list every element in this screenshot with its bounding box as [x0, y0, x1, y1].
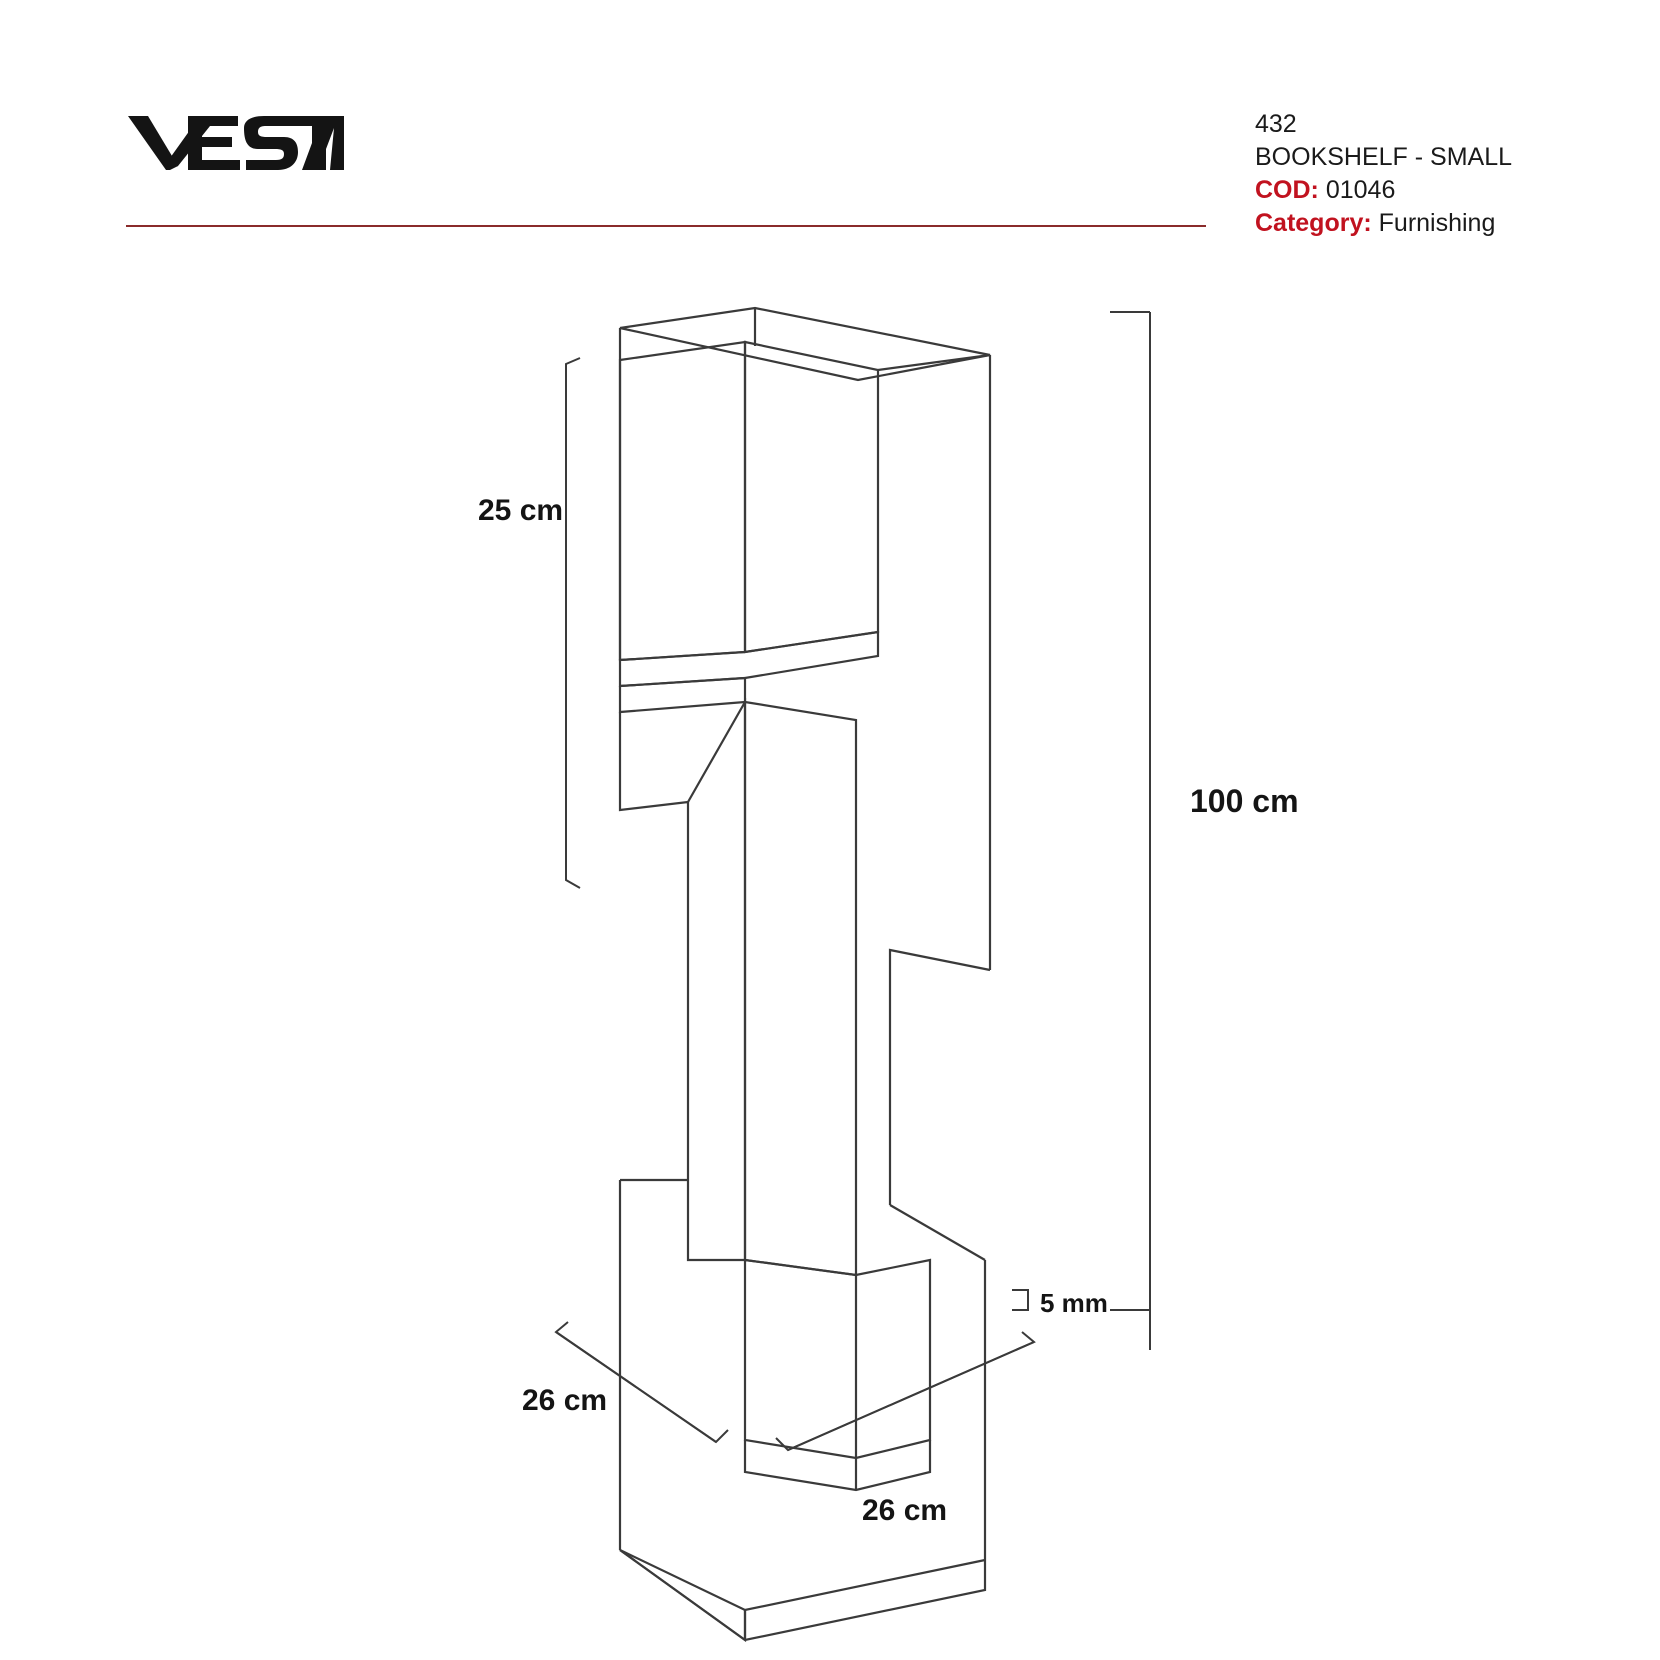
product-code-row	[1255, 174, 1635, 207]
upper-shelf-left-panel	[620, 342, 745, 660]
category-label: Category:	[1255, 209, 1372, 237]
category-value: Furnishing	[1378, 209, 1496, 237]
dimension-depth-bracket	[556, 1322, 728, 1442]
label-thickness: 5 mm	[1040, 1288, 1108, 1318]
bookshelf-isometric-drawing	[0, 250, 1660, 1660]
upper-shelf-board	[620, 632, 878, 686]
upper-shelf-right-panel	[745, 342, 878, 652]
vesta-logo	[126, 108, 346, 178]
central-column-right-face	[745, 702, 856, 1275]
product-meta	[1255, 108, 1635, 240]
header-divider-rule	[126, 225, 1206, 227]
top-face	[620, 308, 990, 380]
label-depth: 26 cm	[522, 1384, 608, 1417]
label-width: 26 cm	[862, 1494, 948, 1527]
item-number: 432	[1255, 110, 1297, 138]
dimension-25cm-bracket	[566, 358, 580, 888]
cod-label: COD:	[1255, 176, 1319, 204]
product-name: BOOKSHELF - SMALL	[1255, 143, 1513, 171]
technical-drawing	[0, 250, 1660, 1660]
label-total-height: 100 cm	[1190, 783, 1299, 819]
dimension-width-bracket	[776, 1332, 1034, 1450]
dimension-5mm-marker	[1012, 1290, 1028, 1310]
label-shelf-height: 25 cm	[478, 494, 564, 527]
vesta-logo-icon	[126, 108, 346, 178]
document-header	[0, 0, 1660, 250]
cod-value: 01046	[1325, 176, 1396, 204]
product-category-row	[1255, 207, 1635, 240]
dimension-100cm-line	[1110, 312, 1150, 1350]
